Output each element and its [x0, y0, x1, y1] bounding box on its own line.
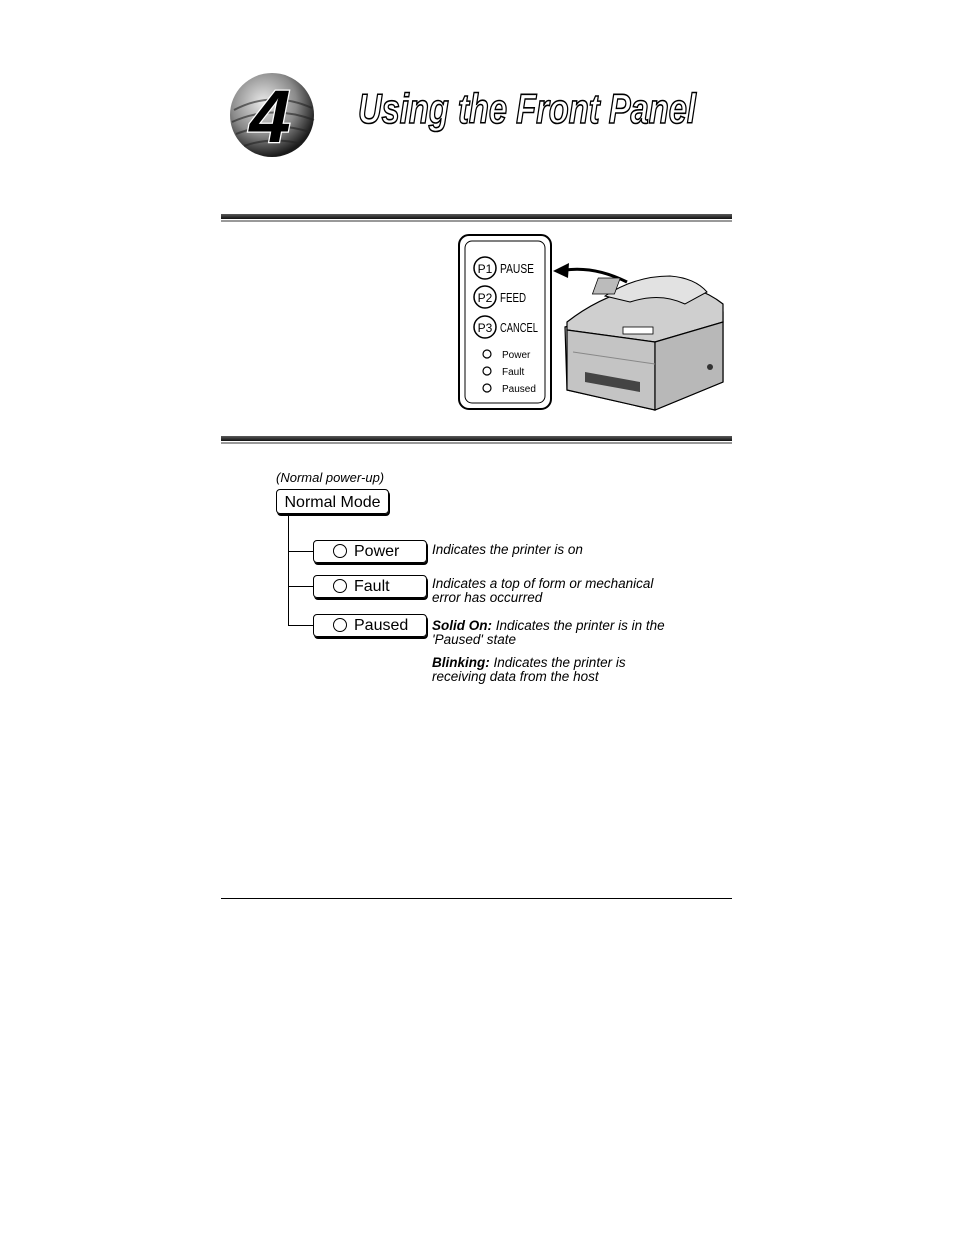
svg-text:P3: P3 — [477, 321, 493, 335]
diagram-caption: (Normal power-up) — [276, 470, 385, 485]
fault-description: Indicates a top of form or mechanical error has occurred — [432, 576, 654, 605]
panel-button-p1 — [474, 257, 534, 279]
svg-text:CANCEL: CANCEL — [500, 320, 538, 335]
section-rule-middle — [221, 436, 732, 445]
indicator-paused-box — [313, 614, 427, 637]
panel-button-p3 — [474, 316, 538, 338]
chapter-title — [356, 83, 701, 133]
front-panel-illustration — [455, 232, 735, 414]
tree-connector — [288, 514, 289, 626]
chapter-title-text: Using the Front Panel — [358, 85, 698, 132]
svg-text:Paused: Paused — [502, 384, 536, 395]
paused-blinking-description: Blinking: Indicates the printer is receiving data from the host — [432, 655, 626, 684]
indicator-fault-label: Fault — [354, 578, 390, 595]
section-rule-top — [221, 214, 732, 223]
indicator-paused-label: Paused — [354, 617, 409, 634]
indicator-power-box — [313, 540, 427, 563]
tree-branch-fault — [288, 586, 314, 587]
tree-branch-power — [288, 551, 314, 552]
svg-text:P2: P2 — [477, 291, 493, 305]
led-circle-icon — [333, 618, 347, 632]
indicator-power-label: Power — [354, 543, 400, 560]
indicator-fault-box — [313, 575, 427, 598]
svg-text:PAUSE: PAUSE — [500, 261, 535, 276]
svg-text:P1: P1 — [477, 262, 493, 276]
svg-text:FEED: FEED — [500, 290, 526, 305]
panel-button-p2 — [474, 286, 526, 308]
printer-illustration — [565, 276, 723, 410]
power-description: Indicates the printer is on — [432, 542, 583, 557]
tree-branch-paused — [288, 625, 314, 626]
normal-mode-box: Normal Mode — [276, 489, 389, 514]
led-circle-icon — [333, 544, 347, 558]
svg-text:Power: Power — [502, 350, 531, 361]
paused-solid-description: Solid On: Indicates the printer is in the 'Paused' state — [432, 618, 665, 647]
svg-text:Fault: Fault — [502, 367, 525, 378]
chapter-number: 4 — [249, 75, 291, 158]
section-rule-bottom — [221, 898, 732, 899]
led-circle-icon — [333, 579, 347, 593]
chapter-number-icon — [228, 70, 316, 160]
